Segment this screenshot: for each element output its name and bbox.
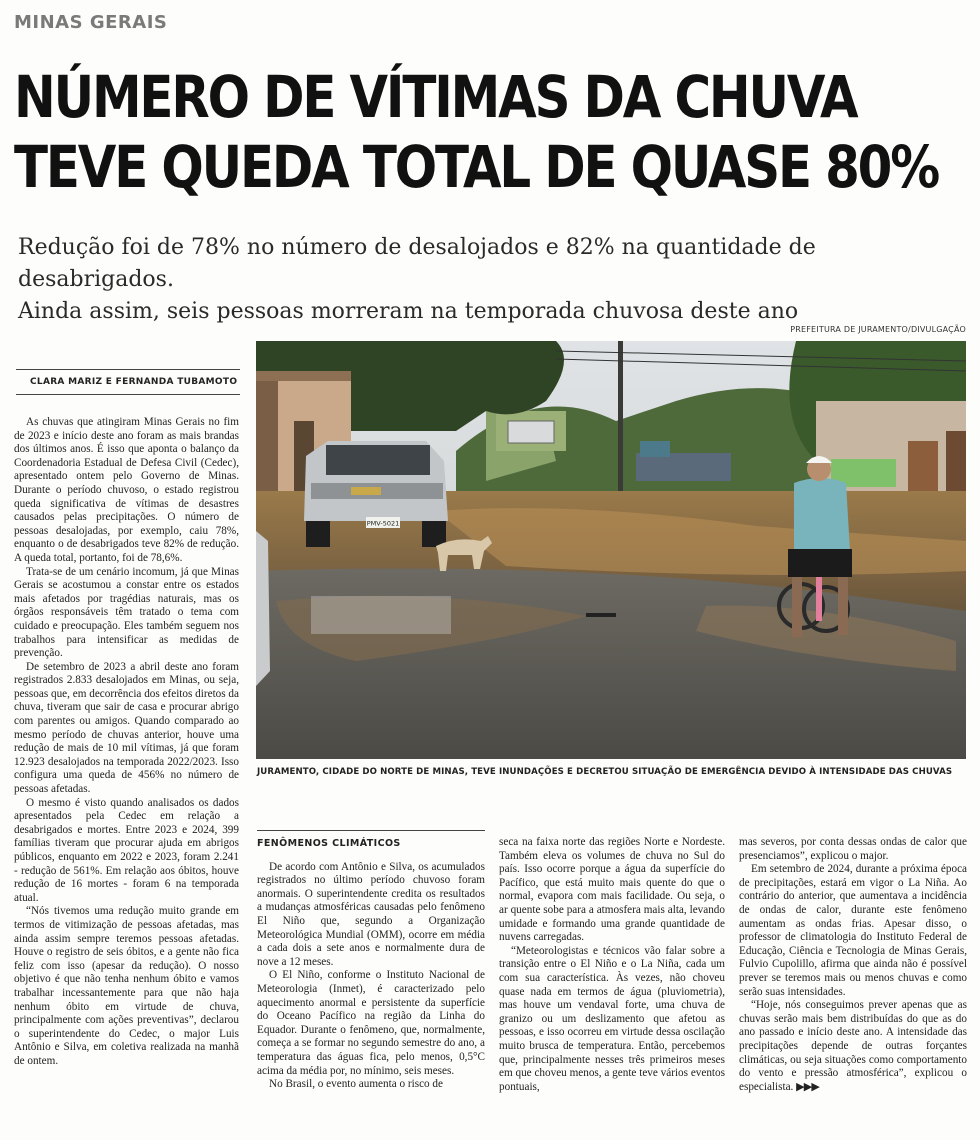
headline bbox=[14, 62, 977, 202]
paragraph: Em setembro de 2024, durante a próxima época de precipitações, estará em vigor o La Niña. Ao contrário do anterior, que aumentava a incidência de ondas de calor, durante este fenômeno aumentam as ondas frias. Apesar disso, o professor de climatologia do Instituto Federal de Educação, Ciência e Tecnologia de Minas Gerais, Fulvio Cupolillo, afirma que ainda não é possível prever se teremos mais ou menos chuvas e como serão suas intensidades. bbox=[739, 863, 967, 998]
headline-line-1: NÚMERO DE VÍTIMAS DA CHUVA bbox=[14, 63, 857, 131]
paragraph: O mesmo é visto quando analisados os dados apresentados pela Cedec em relação a desabrigados e mortes. Entre 2023 e 2024, 399 famílias tiveram que procurar ajuda em abrigos públicos, enquanto em 2022 e 2023, foram 2.241 - redução de 561%. Em relação aos óbitos, houve redução de 16 mortes - foram 6 na temporada atual. bbox=[14, 796, 239, 904]
section-label: MINAS GERAIS bbox=[14, 12, 168, 33]
license-plate-text: PMV-5021 bbox=[366, 519, 400, 528]
article-column-4 bbox=[739, 836, 967, 1094]
paragraph: “Nós tivemos uma redução muito grande em termos de vitimização de pessoas afetadas, mas ainda assim sempre teremos pessoas afetadas. Houve o registro de seis óbitos, e a gente não fica feliz com isso (apesar da redução). O nosso objetivo é que não tenha nenhum óbito e vamos trabalhar incessantemente para que não haja nenhum óbito em virtude de chuva, principalmente com ações preventivas”, declarou o superintendente do Cedec, o major Luis Antônio e Silva, em coletiva realizada na manhã de ontem. bbox=[14, 905, 239, 1067]
paragraph: No Brasil, o evento aumenta o risco de bbox=[269, 1078, 443, 1091]
paragraph: As chuvas que atingiram Minas Gerais no fim de 2023 e início deste ano foram as mais brandas dos últimos anos. É isso que aponta o balanço da Coordenadoria Estadual de Defesa Civil (Cedec), apresentado ontem pelo Governo de Minas. Durante o período chuvoso, o estado registrou queda significativa de vítimas de desastres causados pelas precipitações. O número de pessoas desalojadas, por exemplo, caiu 78%, enquanto o de desabrigados teve 82% de redução. A queda total, portanto, foi de 78,6%. bbox=[14, 416, 239, 564]
paragraph: “Meteorologistas e técnicos vão falar sobre a transição entre o El Niño e o La Niña, cada um com sua característica. Às vezes, não choveu quase nada em termos de água (pluviometria), mas houve um vendaval forte, uma chuva de granizo ou um deslizamento que afetou as pessoas, e isso ocorreu em virtude dessa oscilação muito brusca de temperatura. Então, percebemos que, principalmente nesses três primeiros meses em que choveu menos, a gente teve vários eventos pontuais, bbox=[499, 944, 725, 1093]
paragraph bbox=[739, 999, 967, 1094]
headline-line-2: TEVE QUEDA TOTAL DE QUASE 80% bbox=[14, 133, 939, 201]
byline-rule-bottom bbox=[16, 394, 240, 395]
photo-credit: PREFEITURA DE JURAMENTO/DIVULGAÇÃO bbox=[790, 325, 966, 334]
subheadline-line-1: Redução foi de 78% no número de desalojados e 82% na quantidade de desabrigados. bbox=[18, 235, 816, 292]
byline-rule-top bbox=[16, 369, 240, 370]
paragraph: O El Niño, conforme o Instituto Nacional de Meteorologia (Inmet), é caracterizado pelo aquecimento anormal e persistente da superfície do Oceano Pacífico na região da Linha do Equador. Durante o fenômeno, que, normalmente, começa a se formar no segundo semestre do ano, a temperatura das águas fica, pelo menos, 0,5°C acima da média por, no mínimo, seis meses. bbox=[257, 969, 485, 1077]
section-subtitle: FENÔMENOS CLIMÁTICOS bbox=[257, 830, 485, 851]
article-column-3 bbox=[499, 836, 725, 1094]
article-column-1 bbox=[14, 416, 239, 1069]
end-of-article-mark: ▶▶▶ bbox=[796, 1080, 819, 1093]
flood-photo-illustration bbox=[256, 341, 966, 759]
subheadline bbox=[18, 232, 968, 328]
subheadline-line-2: Ainda assim, seis pessoas morreram na temporada chuvosa deste ano bbox=[18, 299, 799, 324]
paragraph: De acordo com Antônio e Silva, os acumulados registrados no último período chuvoso foram anormais. O superintendente credita os resultados a mudanças atmosféricas causadas pelo fenômeno El Niño que, segundo a Organização Meteorológica Mundial (OMM), ocorre em média a cada dois a sete anos e normalmente dura de nove a 12 meses. bbox=[257, 860, 485, 968]
paragraph: De setembro de 2023 a abril deste ano foram registrados 2.833 desalojados em Minas, ou seja, pessoas que, em decorrência dos efeitos diretos da chuva, tiveram que sair de casa e procurar abrigo com parentes ou amigos. Quando comparado ao mesmo período de chuvas anterior, houve uma redução de mais de 10 mil vítimas, já que foram 12.923 desalojados na temporada 2022/2023. Isso configura uma queda de 456% no número de pessoas afetadas. bbox=[14, 660, 239, 796]
paragraph-text: “Hoje, nós conseguimos prever apenas que as chuvas serão mais bem distribuídas do que as do ano passado e início deste ano. A intensidade das precipitações depende de outras forçantes climáticas, ou seja situações como comportamento do vento e pressão atmosférica”, explicou o especialista. bbox=[739, 999, 967, 1093]
article-column-2 bbox=[257, 830, 485, 1092]
paragraph: Trata-se de um cenário incomum, já que Minas Gerais se acostumou a constar entre os estados mais afetados por tragédias naturais, mas os órgãos responsáveis têm tratado o tema com cuidado e preocupação. Eles também seguem nos trabalhos para intensificar as medidas de prevenção. bbox=[14, 565, 239, 660]
paragraph: seca na faixa norte das regiões Norte e Nordeste. Também eleva os volumes de chuva no Sul do país. Isso ocorre porque a água da superfície do Pacífico, que está muito mais quente do que o normal, evapora com mais facilidade. Ou seja, o ar quente sobe para a atmosfera mais alta, levando umidade e formando uma grande quantidade de nuvens carregadas. bbox=[499, 836, 725, 944]
flood-photo bbox=[256, 341, 966, 759]
byline: CLARA MARIZ E FERNANDA TUBAMOTO bbox=[30, 377, 238, 387]
paragraph: mas severos, por conta dessas ondas de calor que presenciamos”, explicou o major. bbox=[739, 836, 967, 862]
photo-caption: JURAMENTO, CIDADE DO NORTE DE MINAS, TEVE INUNDAÇÕES E DECRETOU SITUAÇÃO DE EMERGÊNCIA DEVIDO À INTENSIDADE DAS CHUVAS bbox=[257, 767, 953, 777]
